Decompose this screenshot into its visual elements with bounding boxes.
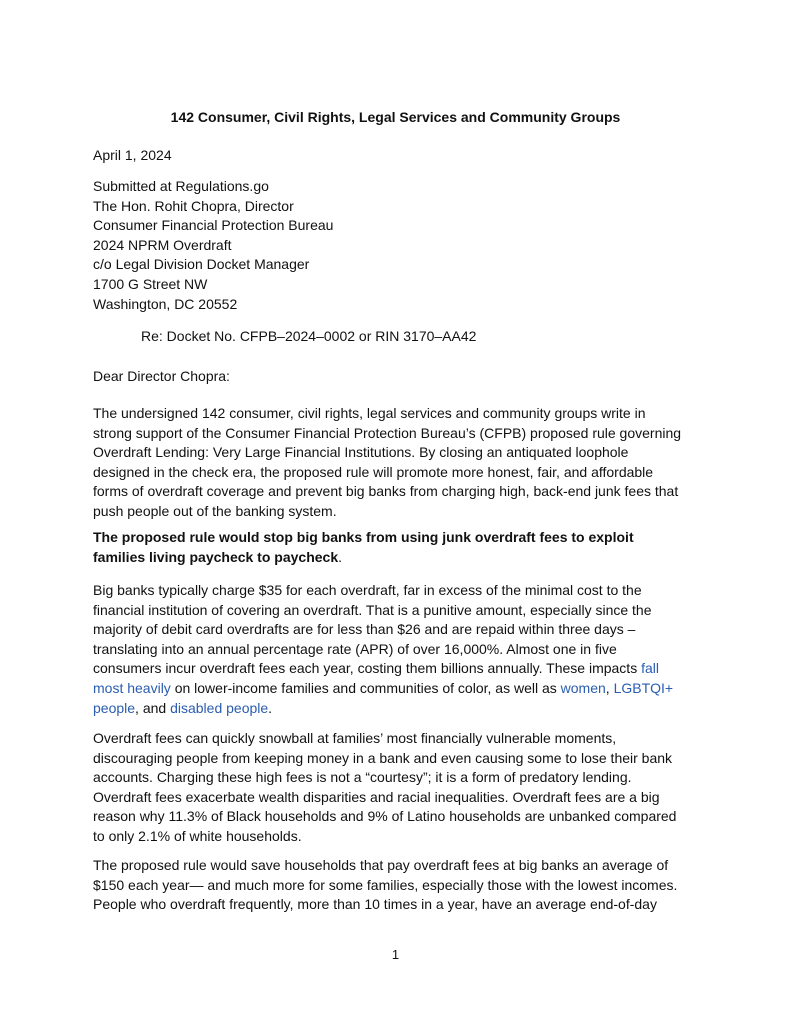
address-line: Washington, DC 20552 — [93, 295, 238, 312]
lgbtqi-people-link[interactable]: LGBTQI+ — [613, 679, 674, 696]
paragraph-text: on lower-income families and communities of color, as well as — [170, 679, 561, 696]
paragraph-line: The proposed rule would save households that pay overdraft fees at big banks an average of — [93, 857, 669, 873]
section-heading — [93, 528, 713, 567]
fall-most-heavily-link[interactable]: most heavily — [93, 679, 171, 696]
paragraph-line: $150 each year— and much more for some families, especially those with the lowest incomes. — [93, 876, 678, 893]
paragraph-text: , and — [135, 699, 171, 716]
paragraph-line: strong support of the Consumer Financial Protection Bureau’s (CFPB) proposed rule governing — [93, 424, 682, 441]
paragraph-line: forms of overdraft coverage and prevent big banks from charging high, back-end junk fees that — [93, 483, 679, 500]
paragraph-line: accounts. Charging these high fees is not a “courtesy”; it is a form of predatory lending. — [93, 769, 632, 786]
paragraph-text: , — [605, 679, 614, 696]
heading-line — [93, 548, 713, 568]
paragraph-line: discouraging people from keeping money in a bank and even causing some to lose their bank — [93, 749, 673, 766]
paragraph-line: Overdraft fees exacerbate wealth disparities and racial inequalities. Overdraft fees are a big — [93, 788, 660, 805]
paragraph-line: Big banks typically charge $35 for each overdraft, far in excess of the minimal cost to the — [93, 582, 642, 598]
fall-most-heavily-link[interactable]: fall — [641, 660, 659, 677]
letter-date: April 1, 2024 — [93, 147, 172, 163]
heading-period: . — [338, 548, 342, 565]
address-line: The Hon. Rohit Chopra, Director — [93, 197, 294, 214]
document-title: 142 Consumer, Civil Rights, Legal Services and Community Groups — [170, 109, 621, 125]
salutation: Dear Director Chopra: — [93, 368, 230, 384]
paragraph-line — [93, 659, 713, 679]
paragraph-line — [93, 679, 713, 699]
re-line: Re: Docket No. CFPB–2024–0002 or RIN 3170–AA42 — [141, 328, 477, 344]
paragraph-line: push people out of the banking system. — [93, 502, 337, 519]
paragraph-line: The undersigned 142 consumer, civil rights, legal services and community groups write in — [93, 405, 646, 421]
paragraph-text: consumers incur overdraft fees each year, costing them billions annually. These impacts — [93, 660, 642, 677]
paragraph-line: reason why 11.3% of Black households and 9% of Latino households are unbanked compared — [93, 808, 677, 825]
paragraph-line — [93, 699, 713, 719]
paragraph-text: . — [268, 699, 273, 716]
recipient-address — [93, 177, 333, 314]
heading-line: The proposed rule would stop big banks from using junk overdraft fees to exploit — [93, 529, 634, 545]
paragraph-line: Overdraft Lending: Very Large Financial Institutions. By closing an antiquated loophole — [93, 444, 629, 461]
lgbtqi-people-link[interactable]: people — [93, 699, 136, 716]
paragraph-line: People who overdraft frequently, more than 10 times in a year, have an average end-of-day — [93, 896, 657, 913]
address-line: Consumer Financial Protection Bureau — [93, 217, 334, 234]
heading-line-text: families living paycheck to paycheck — [93, 548, 339, 565]
paragraph-line: Overdraft fees can quickly snowball at families’ most financially vulnerable moments, — [93, 730, 617, 746]
paragraph-line: financial institution of covering an overdraft. That is a punitive amount, especially since the — [93, 601, 652, 618]
address-line: Submitted at Regulations.go — [93, 178, 269, 194]
paragraph-savings — [93, 856, 713, 915]
address-line: c/o Legal Division Docket Manager — [93, 256, 310, 273]
page-number: 1 — [391, 947, 400, 962]
paragraph-line: translating into an annual percentage rate (APR) of over 16,000%. Almost one in five — [93, 640, 617, 657]
paragraph-line: to only 2.1% of white households. — [93, 827, 302, 844]
women-link[interactable]: women — [560, 679, 606, 696]
paragraph-intro — [93, 404, 713, 522]
disabled-people-link[interactable]: disabled people — [170, 699, 269, 716]
paragraph-line: majority of debit card overdrafts are for less than $26 and are repaid within three days – — [93, 621, 636, 638]
paragraph-line: designed in the check era, the proposed rule will promote more honest, fair, and affordable — [93, 463, 654, 480]
paragraph-overdraft-cost — [93, 581, 713, 718]
address-line: 2024 NPRM Overdraft — [93, 236, 232, 253]
address-line: 1700 G Street NW — [93, 275, 208, 292]
paragraph-snowball — [93, 729, 713, 847]
